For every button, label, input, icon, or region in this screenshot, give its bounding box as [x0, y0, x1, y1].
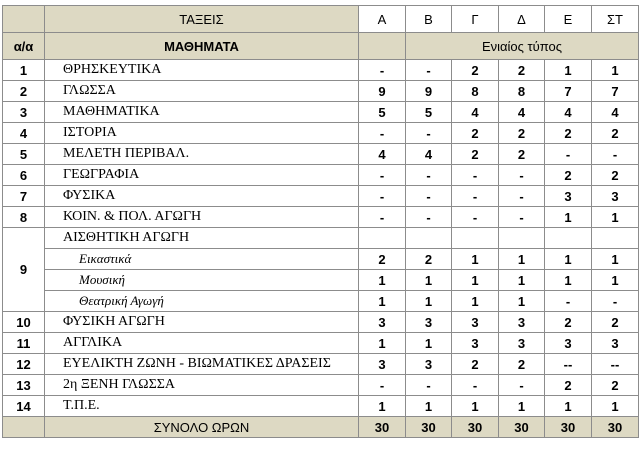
- hours-cell: 9: [406, 81, 452, 102]
- hours-cell: 2: [592, 165, 639, 186]
- hours-cell: 3: [499, 333, 545, 354]
- row-number: 11: [3, 333, 45, 354]
- hours-cell: 1: [359, 270, 406, 291]
- total-hours-cell: 30: [545, 417, 592, 438]
- subject-row: [3, 102, 639, 123]
- hours-cell: 1: [406, 396, 452, 417]
- total-hours-cell: 30: [452, 417, 499, 438]
- subject-row: [3, 186, 639, 207]
- subject-name: ΘΡΗΣΚΕΥΤΙΚΑ: [45, 60, 359, 81]
- hours-cell: -: [452, 375, 499, 396]
- classes-label: ΤΑΞΕΙΣ: [45, 6, 359, 33]
- hours-cell: -: [406, 60, 452, 81]
- hours-cell: 1: [406, 291, 452, 312]
- grade-header: Γ: [452, 6, 499, 33]
- hours-cell: 2: [592, 312, 639, 333]
- hours-cell: 2: [359, 249, 406, 270]
- hours-cell: 3: [359, 312, 406, 333]
- grade-header: Ε: [545, 6, 592, 33]
- hours-cell: 1: [452, 291, 499, 312]
- hours-cell: 2: [499, 60, 545, 81]
- hours-cell: -: [359, 186, 406, 207]
- total-hours-cell: 30: [359, 417, 406, 438]
- subject-row: [3, 333, 639, 354]
- subject-row: [3, 270, 639, 291]
- subject-row: [3, 291, 639, 312]
- hours-cell: 4: [359, 144, 406, 165]
- subject-name: ΓΛΩΣΣΑ: [45, 81, 359, 102]
- hours-cell: -: [592, 144, 639, 165]
- type-label: Ενιαίος τύπος: [406, 33, 639, 60]
- hours-cell: -: [499, 165, 545, 186]
- empty-cell: [452, 228, 499, 249]
- hours-cell: -: [452, 165, 499, 186]
- subject-row: [3, 207, 639, 228]
- hours-cell: 4: [499, 102, 545, 123]
- hours-cell: -: [545, 291, 592, 312]
- row-number: 9: [3, 228, 45, 312]
- subject-name: ΑΓΓΛΙΚΑ: [45, 333, 359, 354]
- hours-cell: 3: [452, 312, 499, 333]
- subject-row: [3, 123, 639, 144]
- hours-cell: 5: [359, 102, 406, 123]
- subject-row: [3, 396, 639, 417]
- row-number: 4: [3, 123, 45, 144]
- hours-cell: 2: [592, 375, 639, 396]
- empty-cell: [359, 228, 406, 249]
- hours-cell: 1: [592, 270, 639, 291]
- subject-name: ΑΙΣΘΗΤΙΚΗ ΑΓΩΓΗ: [45, 228, 359, 249]
- hours-cell: -: [406, 375, 452, 396]
- hours-cell: 2: [545, 123, 592, 144]
- hours-cell: 3: [359, 354, 406, 375]
- header-row-subjects: [3, 33, 639, 60]
- index-label: α/α: [3, 33, 45, 60]
- hours-cell: 4: [592, 102, 639, 123]
- total-label: ΣΥΝΟΛΟ ΩΡΩΝ: [45, 417, 359, 438]
- subject-name: ΦΥΣΙΚΑ: [45, 186, 359, 207]
- hours-cell: 7: [545, 81, 592, 102]
- subject-name: ΓΕΩΓΡΑΦΙΑ: [45, 165, 359, 186]
- grade-header: Δ: [499, 6, 545, 33]
- row-number: 5: [3, 144, 45, 165]
- hours-cell: 1: [359, 333, 406, 354]
- hours-cell: 2: [452, 144, 499, 165]
- empty-cell: [592, 228, 639, 249]
- hours-cell: -: [452, 186, 499, 207]
- hours-cell: 1: [499, 249, 545, 270]
- row-number: 12: [3, 354, 45, 375]
- row-number: 2: [3, 81, 45, 102]
- type-gap: [359, 33, 406, 60]
- subject-name: Θεατρική Αγωγή: [45, 291, 359, 312]
- subject-row: [3, 354, 639, 375]
- total-row: [3, 417, 639, 438]
- subject-name: Τ.Π.Ε.: [45, 396, 359, 417]
- hours-cell: 1: [406, 270, 452, 291]
- grade-header: ΣΤ: [592, 6, 639, 33]
- total-corner: [3, 417, 45, 438]
- hours-cell: 2: [406, 249, 452, 270]
- hours-cell: 2: [452, 60, 499, 81]
- hours-cell: -: [499, 207, 545, 228]
- subject-row: [3, 165, 639, 186]
- hours-cell: 4: [452, 102, 499, 123]
- hours-cell: 1: [406, 333, 452, 354]
- total-hours-cell: 30: [499, 417, 545, 438]
- hours-cell: 9: [359, 81, 406, 102]
- hours-cell: 1: [359, 396, 406, 417]
- hours-cell: -: [359, 207, 406, 228]
- subject-name: 2η ΞΕΝΗ ΓΛΩΣΣΑ: [45, 375, 359, 396]
- total-hours-cell: 30: [406, 417, 452, 438]
- subject-name: Μουσική: [45, 270, 359, 291]
- row-number: 10: [3, 312, 45, 333]
- hours-cell: 8: [499, 81, 545, 102]
- hours-cell: 1: [452, 396, 499, 417]
- empty-cell: [545, 228, 592, 249]
- hours-cell: 3: [592, 333, 639, 354]
- total-hours-cell: 30: [592, 417, 639, 438]
- empty-cell: [406, 228, 452, 249]
- subject-name: ΚΟΙΝ. & ΠΟΛ. ΑΓΩΓΗ: [45, 207, 359, 228]
- hours-cell: 2: [499, 354, 545, 375]
- grade-header: Α: [359, 6, 406, 33]
- hours-cell: 1: [592, 60, 639, 81]
- hours-cell: 2: [545, 375, 592, 396]
- empty-cell: [499, 228, 545, 249]
- row-number: 6: [3, 165, 45, 186]
- row-number: 7: [3, 186, 45, 207]
- row-number: 13: [3, 375, 45, 396]
- hours-cell: 4: [545, 102, 592, 123]
- hours-cell: 2: [499, 144, 545, 165]
- subject-row: [3, 249, 639, 270]
- hours-cell: 1: [545, 396, 592, 417]
- subject-name: ΜΑΘΗΜΑΤΙΚΑ: [45, 102, 359, 123]
- hours-cell: 2: [499, 123, 545, 144]
- hours-cell: 1: [592, 207, 639, 228]
- hours-cell: 1: [545, 249, 592, 270]
- hours-cell: 3: [406, 354, 452, 375]
- subject-row: [3, 312, 639, 333]
- timetable-body: [3, 6, 639, 438]
- hours-cell: -: [406, 186, 452, 207]
- subject-row: [3, 144, 639, 165]
- hours-cell: 2: [592, 123, 639, 144]
- hours-cell: -: [545, 144, 592, 165]
- hours-cell: 3: [452, 333, 499, 354]
- hours-cell: 1: [592, 396, 639, 417]
- hours-cell: 2: [545, 165, 592, 186]
- hours-cell: 1: [545, 270, 592, 291]
- hours-cell: -: [359, 165, 406, 186]
- hours-cell: 1: [452, 270, 499, 291]
- header-row-classes: [3, 6, 639, 33]
- hours-cell: 1: [545, 207, 592, 228]
- subject-name: ΦΥΣΙΚΗ ΑΓΩΓΗ: [45, 312, 359, 333]
- hours-cell: 1: [592, 249, 639, 270]
- hours-cell: 5: [406, 102, 452, 123]
- row-number: 3: [3, 102, 45, 123]
- hours-cell: -: [359, 375, 406, 396]
- subject-row: [3, 81, 639, 102]
- subject-row: [3, 60, 639, 81]
- hours-cell: 3: [406, 312, 452, 333]
- hours-cell: --: [545, 354, 592, 375]
- subject-name: ΙΣΤΟΡΙΑ: [45, 123, 359, 144]
- hours-cell: 1: [545, 60, 592, 81]
- subjects-label: ΜΑΘΗΜΑΤΑ: [45, 33, 359, 60]
- timetable: [2, 5, 639, 438]
- hours-cell: 3: [545, 186, 592, 207]
- subject-row: [3, 228, 639, 249]
- subject-name: ΜΕΛΕΤΗ ΠΕΡΙΒΑΛ.: [45, 144, 359, 165]
- header-corner: [3, 6, 45, 33]
- row-number: 14: [3, 396, 45, 417]
- hours-cell: 1: [499, 270, 545, 291]
- hours-cell: 7: [592, 81, 639, 102]
- subject-name: ΕΥΕΛΙΚΤΗ ΖΩΝΗ - ΒΙΩΜΑΤΙΚΕΣ ΔΡΑΣΕΙΣ: [45, 354, 359, 375]
- hours-cell: 3: [592, 186, 639, 207]
- hours-cell: 1: [452, 249, 499, 270]
- hours-cell: 1: [359, 291, 406, 312]
- hours-cell: --: [592, 354, 639, 375]
- grade-header: Β: [406, 6, 452, 33]
- hours-cell: 1: [499, 291, 545, 312]
- subject-name: Εικαστικά: [45, 249, 359, 270]
- subject-row: [3, 375, 639, 396]
- hours-cell: -: [406, 165, 452, 186]
- hours-cell: 2: [452, 123, 499, 144]
- hours-cell: -: [592, 291, 639, 312]
- hours-cell: 3: [545, 333, 592, 354]
- hours-cell: -: [406, 207, 452, 228]
- hours-cell: -: [406, 123, 452, 144]
- hours-cell: 4: [406, 144, 452, 165]
- hours-cell: 3: [499, 312, 545, 333]
- hours-cell: -: [499, 186, 545, 207]
- row-number: 8: [3, 207, 45, 228]
- hours-cell: 2: [452, 354, 499, 375]
- hours-cell: -: [359, 123, 406, 144]
- hours-cell: -: [359, 60, 406, 81]
- row-number: 1: [3, 60, 45, 81]
- hours-cell: -: [499, 375, 545, 396]
- hours-cell: 1: [499, 396, 545, 417]
- hours-cell: 8: [452, 81, 499, 102]
- hours-cell: -: [452, 207, 499, 228]
- hours-cell: 2: [545, 312, 592, 333]
